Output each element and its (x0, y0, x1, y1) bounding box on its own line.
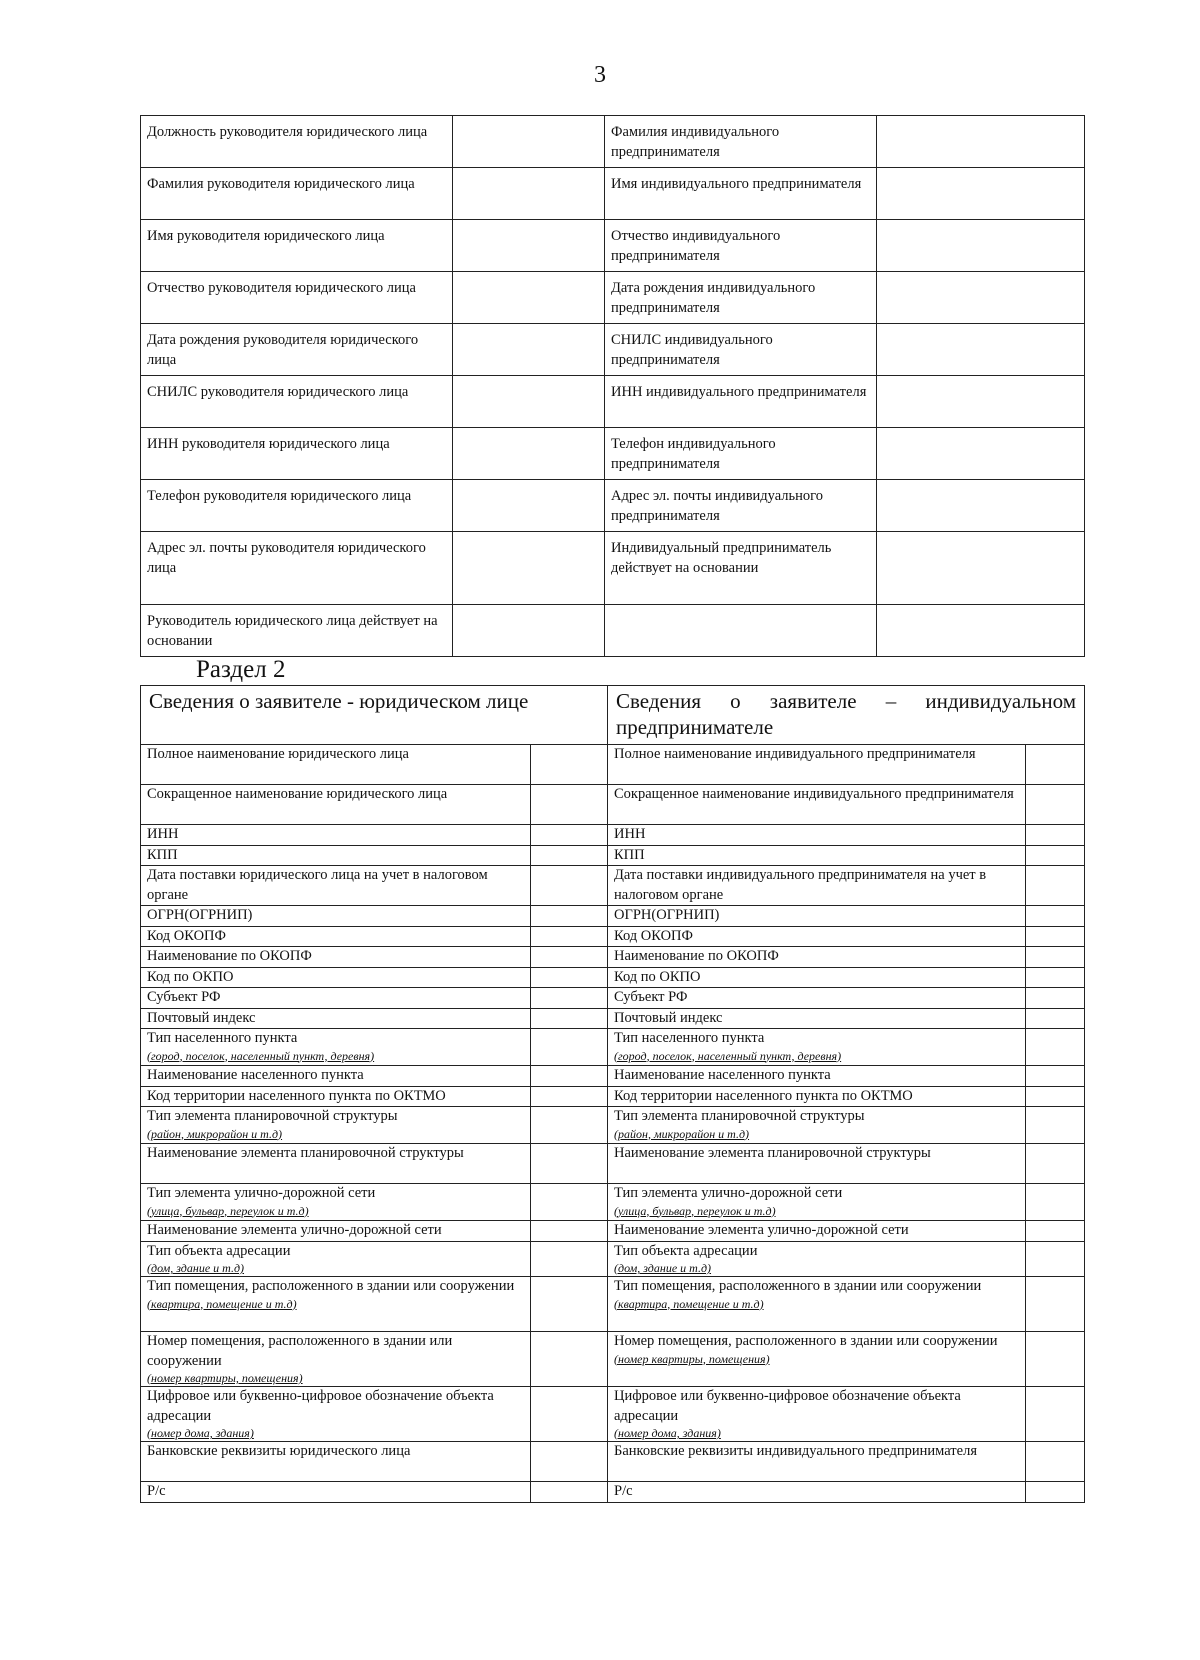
field-label-text: Наименование по ОКОПФ (614, 948, 779, 964)
entrepreneur-field-label (608, 1241, 1026, 1277)
entrepreneur-field-value[interactable] (1026, 1029, 1085, 1066)
leader-info-row (141, 532, 1085, 605)
entrepreneur-field-label (608, 1221, 1026, 1242)
applicant-info-row (141, 988, 1085, 1009)
entrepreneur-field-label (608, 1332, 1026, 1387)
legal-entity-field-value[interactable] (531, 906, 608, 927)
entrepreneur-field-label (608, 1442, 1026, 1482)
entrepreneur-field-value[interactable] (1026, 1277, 1085, 1332)
entrepreneur-field-value[interactable] (877, 168, 1085, 220)
entrepreneur-field-value[interactable] (1026, 1332, 1085, 1387)
legal-entity-field-label (141, 1029, 531, 1066)
field-label-text: Номер помещения, расположенного в здании или сооружении (614, 1333, 998, 1349)
legal-entity-field-value[interactable] (453, 116, 605, 168)
field-label-text: Тип помещения, расположенного в здании или сооружении (614, 1278, 982, 1294)
legal-entity-field-value[interactable] (453, 605, 605, 657)
legal-entity-field-value[interactable] (531, 1221, 608, 1242)
entrepreneur-field-label: Отчество индивидуального предпринимателя (605, 220, 877, 272)
legal-entity-field-value[interactable] (531, 845, 608, 866)
applicant-info-row (141, 1332, 1085, 1387)
field-label-text: ОГРН(ОГРНИП) (614, 907, 720, 923)
field-label-text: Тип элемента улично-дорожной сети (614, 1185, 843, 1201)
entrepreneur-field-value[interactable] (1026, 1387, 1085, 1442)
entrepreneur-field-label (608, 1029, 1026, 1066)
legal-entity-field-label (141, 926, 531, 947)
applicant-info-row (141, 1066, 1085, 1087)
legal-entity-field-label (141, 1277, 531, 1332)
applicant-info-row (141, 947, 1085, 968)
field-label-text: Наименование элемента улично-дорожной сети (614, 1222, 909, 1238)
legal-entity-field-value[interactable] (453, 480, 605, 532)
field-label-text: Тип элемента планировочной структуры (147, 1108, 398, 1124)
applicant-info-row (141, 866, 1085, 906)
field-label-text: Р/с (147, 1483, 166, 1499)
legal-entity-field-label: СНИЛС руководителя юридического лица (141, 376, 453, 428)
entrepreneur-field-label (608, 967, 1026, 988)
field-label-text: КПП (147, 846, 178, 863)
field-hint-text: (номер квартиры, помещения) (147, 1371, 303, 1385)
entrepreneur-field-label (608, 1086, 1026, 1107)
field-label-text: Код ОКОПФ (614, 927, 693, 944)
entrepreneur-field-value[interactable] (877, 376, 1085, 428)
entrepreneur-field-label: Дата рождения индивидуального предпринимателя (605, 272, 877, 324)
legal-entity-field-label (141, 1332, 531, 1387)
entrepreneur-field-value[interactable] (1026, 1008, 1085, 1029)
legal-entity-field-label: Дата рождения руководителя юридического лица (141, 324, 453, 376)
field-label-text: Наименование элемента планировочной структуры (147, 1145, 464, 1161)
legal-entity-field-value[interactable] (453, 428, 605, 480)
field-label-text: Наименование населенного пункта (147, 1067, 364, 1083)
field-hint-text: (дом, здание и т.д) (147, 1261, 245, 1275)
legal-entity-field-label: Руководитель юридического лица действует на основании (141, 605, 453, 657)
leader-info-row (141, 220, 1085, 272)
legal-entity-field-label (141, 906, 531, 927)
field-hint-text: (квартира, помещение и т.д) (147, 1296, 297, 1311)
entrepreneur-field-label (608, 785, 1026, 825)
legal-entity-field-label (141, 1107, 531, 1144)
applicant-info-row (141, 825, 1085, 846)
legal-entity-field-label (141, 1144, 531, 1184)
applicant-info-row (141, 845, 1085, 866)
entrepreneur-field-value[interactable] (1026, 1442, 1085, 1482)
entrepreneur-field-value[interactable] (1026, 1107, 1085, 1144)
entrepreneur-field-label (608, 1107, 1026, 1144)
leader-info-row (141, 272, 1085, 324)
entrepreneur-field-label (608, 825, 1026, 846)
legal-entity-field-label (141, 967, 531, 988)
legal-entity-field-value[interactable] (531, 825, 608, 846)
entrepreneur-field-value[interactable] (1026, 785, 1085, 825)
applicant-info-row (141, 1482, 1085, 1503)
legal-entity-field-value[interactable] (531, 1277, 608, 1332)
entrepreneur-field-label (608, 988, 1026, 1009)
entrepreneur-field-label (608, 906, 1026, 927)
applicant-info-row (141, 1442, 1085, 1482)
legal-entity-field-value[interactable] (531, 745, 608, 785)
field-label-text: Цифровое или буквенно-цифровое обозначение объекта адресации (147, 1388, 494, 1424)
entrepreneur-field-value[interactable] (1026, 947, 1085, 968)
entrepreneur-field-label (608, 1387, 1026, 1442)
field-label-text: Банковские реквизиты индивидуального предпринимателя (614, 1443, 977, 1459)
applicant-info-row (141, 1184, 1085, 1221)
legal-entity-field-label (141, 988, 531, 1009)
legal-entity-field-label (141, 866, 531, 906)
entrepreneur-field-label (608, 1277, 1026, 1332)
legal-entity-field-value[interactable] (453, 324, 605, 376)
entrepreneur-field-value[interactable] (1026, 745, 1085, 785)
field-hint-text: (город, поселок, населенный пункт, деревня) (147, 1048, 375, 1063)
page-number: 3 (594, 62, 606, 88)
entrepreneur-field-value[interactable] (1026, 866, 1085, 906)
field-hint-text: (район, микрорайон и т.д) (614, 1126, 750, 1141)
leader-info-row (141, 428, 1085, 480)
legal-entity-field-label: Телефон руководителя юридического лица (141, 480, 453, 532)
applicant-info-row (141, 906, 1085, 927)
entrepreneur-field-value[interactable] (877, 324, 1085, 376)
field-hint-text: (район, микрорайон и т.д) (147, 1126, 283, 1141)
legal-entity-field-value[interactable] (453, 376, 605, 428)
field-label-text: Код по ОКПО (147, 968, 234, 985)
field-label-text: Субъект РФ (614, 989, 688, 1005)
legal-entity-field-label: Адрес эл. почты руководителя юридического лица (141, 532, 453, 605)
field-hint-text: (дом, здание и т.д) (614, 1261, 712, 1275)
entrepreneur-field-value[interactable] (1026, 926, 1085, 947)
field-label-text: Наименование населенного пункта (614, 1067, 831, 1083)
legal-entity-field-value[interactable] (531, 947, 608, 968)
applicant-info-row (141, 1387, 1085, 1442)
field-label-text: ИНН (147, 826, 179, 842)
applicant-info-row (141, 1086, 1085, 1107)
entrepreneur-field-label: Имя индивидуального предпринимателя (605, 168, 877, 220)
applicant-info-row (141, 1029, 1085, 1066)
entrepreneur-field-value[interactable] (877, 428, 1085, 480)
field-label-text: КПП (614, 846, 645, 863)
legal-entity-field-label (141, 1387, 531, 1442)
field-hint-text: (улица, бульвар, переулок и т.д) (614, 1203, 776, 1218)
legal-entity-field-label (141, 1008, 531, 1029)
legal-entity-field-value[interactable] (453, 532, 605, 605)
legal-entity-field-value[interactable] (531, 1107, 608, 1144)
entrepreneur-field-label (608, 1144, 1026, 1184)
legal-entity-field-value[interactable] (531, 1241, 608, 1277)
field-hint-text: (улица, бульвар, переулок и т.д) (147, 1203, 309, 1218)
field-label-text: Код по ОКПО (614, 968, 701, 985)
entrepreneur-field-label (608, 1066, 1026, 1087)
leader-info-row (141, 168, 1085, 220)
applicant-info-row (141, 1008, 1085, 1029)
applicant-info-row (141, 967, 1085, 988)
applicant-info-row (141, 926, 1085, 947)
legal-entity-field-value[interactable] (531, 1144, 608, 1184)
legal-entity-field-value[interactable] (531, 1086, 608, 1107)
legal-entity-field-label (141, 1482, 531, 1503)
legal-entity-field-label (141, 825, 531, 846)
field-label-text: Дата поставки индивидуального предпринимателя на учет в налоговом органе (614, 867, 987, 903)
field-label-text: Наименование элемента улично-дорожной сети (147, 1222, 442, 1238)
entrepreneur-field-value[interactable] (1026, 1482, 1085, 1503)
applicant-info-row (141, 785, 1085, 825)
legal-entity-field-label: Фамилия руководителя юридического лица (141, 168, 453, 220)
field-label-text: ИНН (614, 826, 646, 842)
field-label-text: Дата поставки юридического лица на учет в налоговом органе (147, 867, 488, 903)
legal-entity-field-value[interactable] (531, 1387, 608, 1442)
field-label-text: Тип помещения, расположенного в здании или сооружении (147, 1278, 515, 1294)
field-label-text: Тип объекта адресации (147, 1242, 291, 1259)
field-label-text: Тип населенного пункта (147, 1030, 298, 1046)
entrepreneur-field-label: ИНН индивидуального предпринимателя (605, 376, 877, 428)
field-label-text: Тип элемента улично-дорожной сети (147, 1185, 376, 1201)
field-hint-text: (город, поселок, населенный пункт, деревня) (614, 1048, 842, 1063)
legal-entity-field-label (141, 1221, 531, 1242)
applicant-info-row (141, 1277, 1085, 1332)
legal-entity-field-label (141, 1066, 531, 1087)
entrepreneur-field-value[interactable] (877, 532, 1085, 605)
legal-entity-field-value[interactable] (531, 1332, 608, 1387)
legal-entity-field-value[interactable] (531, 1066, 608, 1087)
legal-entity-field-value[interactable] (531, 1029, 608, 1066)
entrepreneur-field-label (608, 1008, 1026, 1029)
legal-entity-header: Сведения о заявителе - юридическом лице (141, 686, 608, 745)
field-label-text: Тип объекта адресации (614, 1242, 758, 1259)
entrepreneur-header: Сведения о заявителе – индивидуальном предпринимателе (608, 686, 1085, 745)
entrepreneur-field-value[interactable] (1026, 1241, 1085, 1277)
legal-entity-field-label (141, 1241, 531, 1277)
leader-info-row (141, 376, 1085, 428)
leader-info-row (141, 324, 1085, 376)
entrepreneur-field-value[interactable] (1026, 825, 1085, 846)
legal-entity-field-label: ИНН руководителя юридического лица (141, 428, 453, 480)
legal-entity-field-value[interactable] (453, 220, 605, 272)
field-hint-text: (номер дома, здания) (147, 1426, 254, 1440)
field-label-text: Код ОКОПФ (147, 927, 226, 944)
applicant-info-table-body (141, 745, 1085, 1503)
field-label-text: Полное наименование индивидуального предпринимателя (614, 746, 976, 762)
entrepreneur-field-label (608, 845, 1026, 866)
entrepreneur-field-value[interactable] (877, 116, 1085, 168)
entrepreneur-field-label: Индивидуальный предприниматель действует на основании (605, 532, 877, 605)
legal-entity-field-label (141, 1184, 531, 1221)
field-label-text: Почтовый индекс (614, 1009, 723, 1026)
entrepreneur-field-value[interactable] (1026, 1086, 1085, 1107)
leader-info-table-body (141, 116, 1085, 657)
legal-entity-field-value[interactable] (531, 785, 608, 825)
entrepreneur-field-label: Адрес эл. почты индивидуального предпринимателя (605, 480, 877, 532)
field-label-text: Сокращенное наименование юридического лица (147, 786, 448, 802)
legal-entity-field-label (141, 785, 531, 825)
field-label-text: Наименование элемента планировочной структуры (614, 1145, 931, 1161)
entrepreneur-field-value[interactable] (877, 272, 1085, 324)
entrepreneur-field-label: Телефон индивидуального предпринимателя (605, 428, 877, 480)
entrepreneur-field-value[interactable] (1026, 845, 1085, 866)
legal-entity-field-value[interactable] (453, 272, 605, 324)
field-label-text: Сокращенное наименование индивидуального предпринимателя (614, 786, 1014, 802)
field-label-text: Полное наименование юридического лица (147, 746, 409, 762)
legal-entity-field-value[interactable] (453, 168, 605, 220)
field-label-text: Почтовый индекс (147, 1009, 256, 1026)
legal-entity-field-label (141, 1086, 531, 1107)
entrepreneur-field-label (608, 745, 1026, 785)
applicant-info-row (141, 1107, 1085, 1144)
field-label-text: Цифровое или буквенно-цифровое обозначение объекта адресации (614, 1388, 961, 1424)
entrepreneur-field-value[interactable] (877, 605, 1085, 657)
legal-entity-field-label: Имя руководителя юридического лица (141, 220, 453, 272)
entrepreneur-field-label (608, 947, 1026, 968)
entrepreneur-field-label: Фамилия индивидуального предпринимателя (605, 116, 877, 168)
entrepreneur-field-value[interactable] (1026, 906, 1085, 927)
legal-entity-field-label (141, 745, 531, 785)
entrepreneur-field-value[interactable] (1026, 967, 1085, 988)
entrepreneur-field-label (608, 1482, 1026, 1503)
applicant-info-row (141, 745, 1085, 785)
applicant-header-row (141, 686, 1085, 745)
entrepreneur-field-value[interactable] (877, 480, 1085, 532)
field-label-text: Субъект РФ (147, 989, 221, 1005)
field-label-text: Код территории населенного пункта по ОКТМО (147, 1087, 446, 1104)
entrepreneur-field-label (608, 1184, 1026, 1221)
field-label-text: Тип населенного пункта (614, 1030, 765, 1046)
section-title: Раздел 2 (196, 656, 286, 683)
field-label-text: Банковские реквизиты юридического лица (147, 1443, 411, 1459)
entrepreneur-field-value[interactable] (877, 220, 1085, 272)
legal-entity-field-label (141, 845, 531, 866)
legal-entity-field-label (141, 1442, 531, 1482)
legal-entity-field-value[interactable] (531, 967, 608, 988)
field-label-text: Наименование по ОКОПФ (147, 948, 312, 964)
entrepreneur-field-value[interactable] (1026, 1144, 1085, 1184)
legal-entity-field-label (141, 947, 531, 968)
entrepreneur-field-value[interactable] (1026, 1184, 1085, 1221)
field-label-text: ОГРН(ОГРНИП) (147, 907, 253, 923)
legal-entity-field-label: Отчество руководителя юридического лица (141, 272, 453, 324)
legal-entity-field-value[interactable] (531, 1442, 608, 1482)
leader-info-row (141, 480, 1085, 532)
legal-entity-field-label: Должность руководителя юридического лица (141, 116, 453, 168)
entrepreneur-field-value[interactable] (1026, 1221, 1085, 1242)
legal-entity-field-value[interactable] (531, 1482, 608, 1503)
field-hint-text: (номер дома, здания) (614, 1426, 721, 1440)
entrepreneur-field-label (608, 926, 1026, 947)
field-label-text: Р/с (614, 1483, 633, 1499)
entrepreneur-field-label (605, 605, 877, 657)
leader-info-row (141, 116, 1085, 168)
entrepreneur-field-value[interactable] (1026, 988, 1085, 1009)
applicant-info-row (141, 1241, 1085, 1277)
field-label-text: Номер помещения, расположенного в здании или сооружении (147, 1333, 453, 1369)
entrepreneur-field-value[interactable] (1026, 1066, 1085, 1087)
legal-entity-field-value[interactable] (531, 1008, 608, 1029)
leader-info-row (141, 605, 1085, 657)
field-label-text: Тип элемента планировочной структуры (614, 1108, 865, 1124)
legal-entity-field-value[interactable] (531, 988, 608, 1009)
leader-info-table (140, 115, 1085, 657)
applicant-info-row (141, 1221, 1085, 1242)
legal-entity-field-value[interactable] (531, 866, 608, 906)
field-label-text: Код территории населенного пункта по ОКТМО (614, 1087, 913, 1104)
applicant-info-table (140, 685, 1085, 1503)
field-hint-text: (номер квартиры, помещения) (614, 1351, 770, 1366)
entrepreneur-field-label: СНИЛС индивидуального предпринимателя (605, 324, 877, 376)
legal-entity-field-value[interactable] (531, 1184, 608, 1221)
entrepreneur-field-label (608, 866, 1026, 906)
legal-entity-field-value[interactable] (531, 926, 608, 947)
field-hint-text: (квартира, помещение и т.д) (614, 1296, 764, 1311)
applicant-info-row (141, 1144, 1085, 1184)
